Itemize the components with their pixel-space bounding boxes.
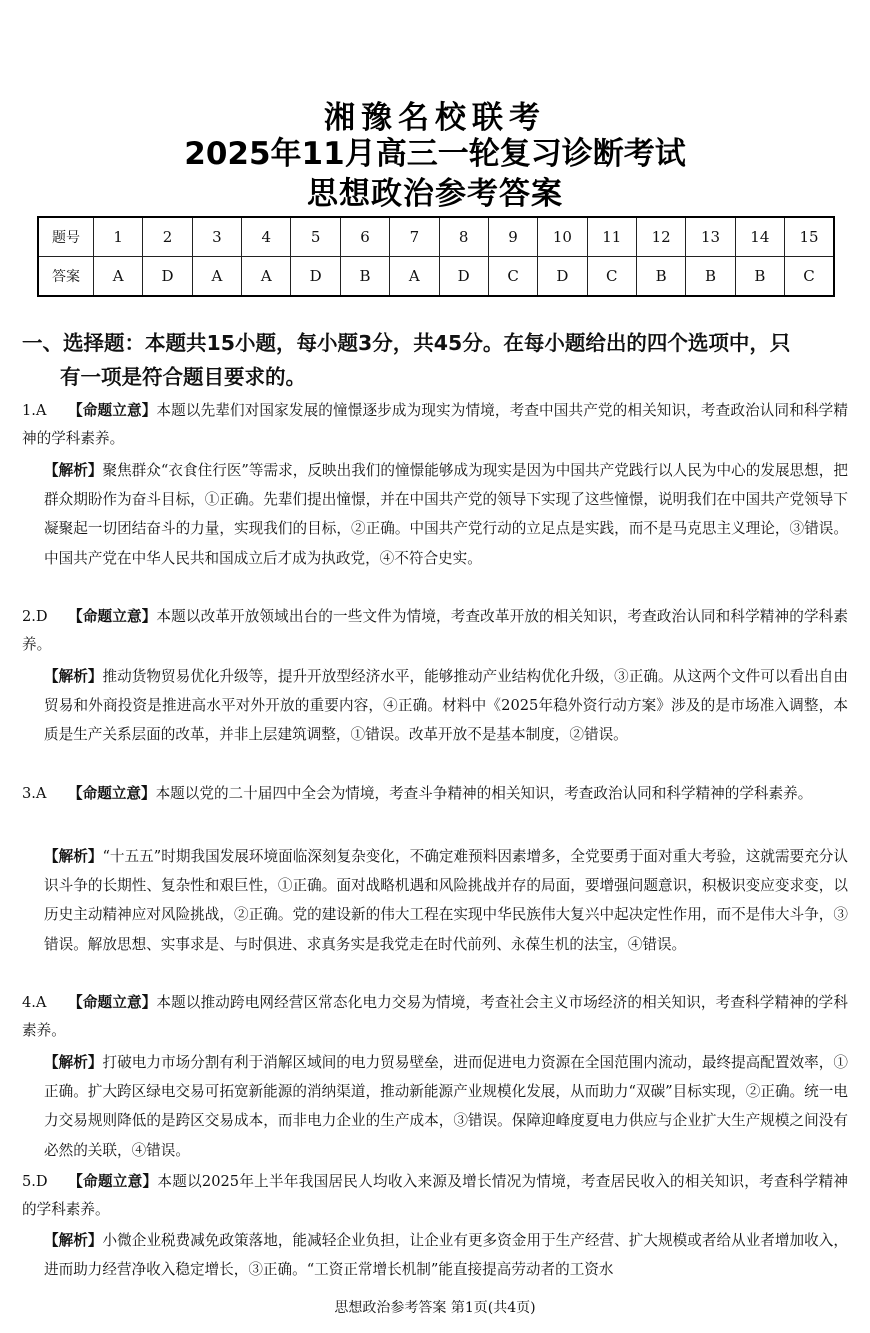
answer-cell: A: [94, 257, 143, 297]
intent-label: 【命题立意】: [68, 994, 157, 1011]
question-number-cell: 5: [291, 217, 340, 257]
question-number: 4.A: [22, 994, 47, 1011]
answer-cell: A: [390, 257, 439, 297]
analysis-label: 【解析】: [44, 668, 103, 685]
question-number-cell: 12: [636, 217, 685, 257]
answer-cell: A: [242, 257, 291, 297]
answer-cell: D: [291, 257, 340, 297]
question-number-cell: 2: [143, 217, 192, 257]
question-4-intent: [22, 989, 848, 1045]
question-number: 2.D: [22, 608, 48, 625]
question-3-intent: [22, 780, 848, 808]
question-5-analysis: [44, 1226, 848, 1284]
intent-label: 【命题立意】: [68, 1173, 158, 1190]
intent-text: 本题以推动跨电网经营区常态化电力交易为情境，考查社会主义市场经济的相关知识，考查科学精神的学科素养。: [22, 994, 848, 1039]
answer-cell: D: [143, 257, 192, 297]
answer-row: [38, 257, 834, 297]
answer-cell: D: [439, 257, 488, 297]
question-1-intent: [22, 397, 848, 453]
question-number-cell: 10: [538, 217, 587, 257]
exam-name-title: 2025年11月高三一轮复习诊断考试: [184, 136, 686, 172]
exam-organizer-title: 湘豫名校联考: [324, 100, 546, 136]
answer-cell: C: [488, 257, 537, 297]
answer-cell: B: [686, 257, 735, 297]
question-2-analysis: [44, 662, 848, 750]
question-number: 5.D: [22, 1173, 48, 1190]
question-number-cell: 8: [439, 217, 488, 257]
answer-cell: A: [192, 257, 241, 297]
intent-label: 【命题立意】: [68, 785, 156, 802]
analysis-text: “十五五”时期我国发展环境面临深刻复杂变化，不确定难预料因素增多，全党要勇于面对重大考验，这就需要充分认识斗争的长期性、复杂性和艰巨性，①正确。面对战略机遇和风险挑战并存的局面，要增强问题意识，积极识变应变求变，以历史主动精神应对风险挑战，②正确。党的建设新的伟大工程在实现中华民族伟大复兴中起决定性作用，而不是伟大斗争，③错误。解放思想、实事求是、与时俱进、求真务实是我党走在时代前列、永葆生机的法宝，④错误。: [44, 848, 848, 953]
question-1-analysis: [44, 456, 848, 573]
question-number: 1.A: [22, 402, 47, 419]
question-5-intent: [22, 1168, 848, 1224]
answer-cell: B: [735, 257, 784, 297]
answer-cell: B: [636, 257, 685, 297]
page-footer: 思想政治参考答案 第1页(共4页): [334, 1300, 536, 1316]
question-number-cell: 1: [94, 217, 143, 257]
row-header-number: 题号: [38, 217, 94, 257]
question-number-cell: 9: [488, 217, 537, 257]
section-heading-line: 有一项是符合题目要求的。: [60, 365, 306, 389]
section-heading-line: 一、选择题：本题共15小题，每小题3分，共45分。在每小题给出的四个选项中，只: [22, 331, 791, 355]
answer-key-table: [37, 216, 835, 297]
answer-cell: C: [587, 257, 636, 297]
analysis-label: 【解析】: [44, 462, 103, 479]
analysis-text: 打破电力市场分割有利于消解区域间的电力贸易壁垒，进而促进电力资源在全国范围内流动，最终提高配置效率，①正确。扩大跨区绿电交易可拓宽新能源的消纳渠道，推动新能源产业规模化发展，从而助力“双碳”目标实现，②正确。统一电力交易规则降低的是跨区交易成本，而非电力企业的生产成本，③错误。保障迎峰度夏电力供应与企业扩大生产规模之间没有必然的关联，④错误。: [44, 1054, 848, 1159]
analysis-text: 小微企业税费减免政策落地，能减轻企业负担，让企业有更多资金用于生产经营、扩大规模或者给从业者增加收入，进而助力经营净收入稳定增长，③正确。“工资正常增长机制”能直接提高劳动者的工资水: [44, 1232, 848, 1279]
question-number-cell: 4: [242, 217, 291, 257]
answer-cell: D: [538, 257, 587, 297]
analysis-text: 聚焦群众“衣食住行医”等需求，反映出我们的憧憬能够成为现实是因为中国共产党践行以人民为中心的发展思想，把群众期盼作为奋斗目标，①正确。先辈们提出憧憬，并在中国共产党的领导下实现了这些憧憬，说明我们在中国共产党领导下凝聚起一切团结奋斗的力量，实现我们的目标，②正确。中国共产党行动的立足点是实践，而不是马克思主义理论，③错误。中国共产党在中华人民共和国成立后才成为执政党，④不符合史实。: [44, 462, 848, 567]
answer-cell: B: [340, 257, 389, 297]
analysis-label: 【解析】: [44, 848, 103, 865]
question-number-cell: 14: [735, 217, 784, 257]
question-number-cell: 6: [340, 217, 389, 257]
question-number-cell: 7: [390, 217, 439, 257]
analysis-text: 推动货物贸易优化升级等，提升开放型经济水平，能够推动产业结构优化升级，③正确。从这两个文件可以看出自由贸易和外商投资是推进高水平对外开放的重要内容，④正确。材料中《2025年稳外资行动方案》涉及的是市场准入调整，本质是生产关系层面的改革，并非上层建筑调整，①错误。改革开放不是基本制度，②错误。: [44, 668, 848, 744]
analysis-label: 【解析】: [44, 1232, 103, 1249]
intent-text: 本题以改革开放领域出台的一些文件为情境，考查改革开放的相关知识，考查政治认同和科学精神的学科素养。: [22, 608, 848, 653]
question-number: 3.A: [22, 785, 47, 802]
analysis-label: 【解析】: [44, 1054, 103, 1071]
section-heading: [22, 326, 852, 394]
intent-label: 【命题立意】: [68, 402, 157, 419]
intent-text: 本题以2025年上半年我国居民人均收入来源及增长情况为情境，考查居民收入的相关知识，考查科学精神的学科素养。: [22, 1173, 848, 1218]
answer-cell: C: [785, 257, 834, 297]
question-4-analysis: [44, 1048, 848, 1165]
question-number-cell: 15: [785, 217, 834, 257]
question-number-cell: 3: [192, 217, 241, 257]
question-3-analysis: [44, 842, 848, 959]
intent-text: 本题以先辈们对国家发展的憧憬逐步成为现实为情境，考查中国共产党的相关知识，考查政治认同和科学精神的学科素养。: [22, 402, 848, 447]
intent-label: 【命题立意】: [68, 608, 157, 625]
question-2-intent: [22, 603, 848, 659]
question-number-cell: 11: [587, 217, 636, 257]
question-number-cell: 13: [686, 217, 735, 257]
intent-text: 本题以党的二十届四中全会为情境，考查斗争精神的相关知识，考查政治认同和科学精神的学科素养。: [155, 785, 813, 802]
question-number-row: [38, 217, 834, 257]
row-header-answer: 答案: [38, 257, 94, 297]
document-title: 思想政治参考答案: [307, 176, 563, 212]
